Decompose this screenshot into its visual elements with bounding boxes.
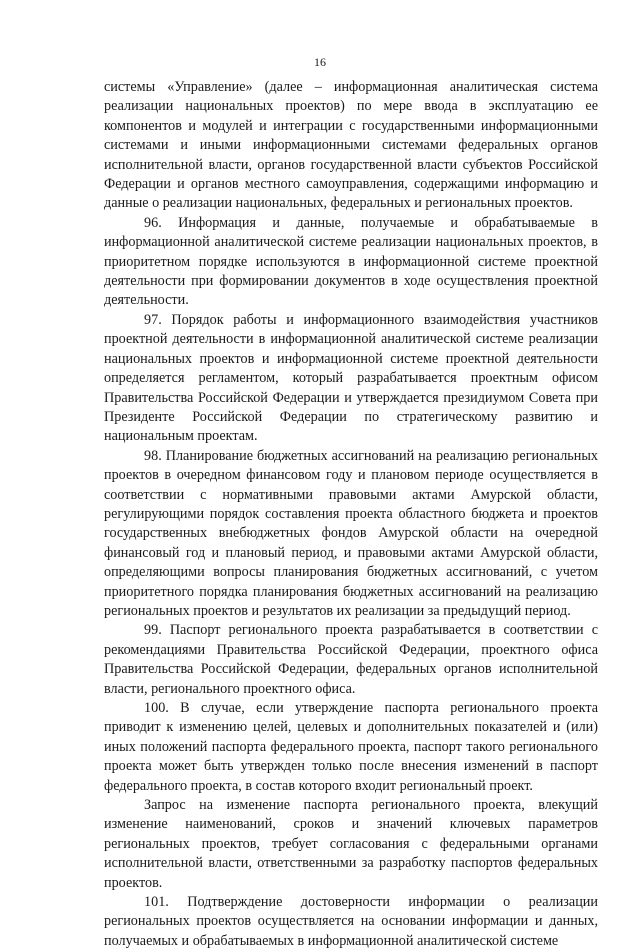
paragraph-98: 98. Планирование бюджетных ассигнований на реализацию региональных проектов в очередном финансовом году и плановом периоде осуществляется в соответствии с нормативными правовыми актами Амурской области, регулирующими порядок составления проекта областного бюджета и проектов государственных внебюджетных фондов Амурской области на очередной финансовый год и плановый период, и правовыми актами Амурской области, определяющими вопросы планирования бюджетных ассигнований, с учетом приоритетного порядка планирования бюджетных ассигнований на реализацию региональных проектов и результатов их реализации за предыдущий период. [104, 447, 598, 619]
paragraph-99: 99. Паспорт регионального проекта разрабатывается в соответствии с рекомендациями Правительства Российской Федерации, проектного офиса Правительства Российской Федерации, федеральных органов исполнительной власти, регионального проектного офиса. [104, 622, 598, 697]
paragraph-continuation: системы «Управление» (далее – информационная аналитическая система реализации национальных проектов) по мере ввода в эксплуатацию ее компонентов и модулей и интеграции с государственными информационными системами и иными информационными системами федеральных органов исполнительной власти, органов государственной власти субъектов Российской Федерации и органов местного самоуправления, содержащими информацию и данные о реализации национальных, федеральных и региональных проектов. [104, 79, 598, 212]
page-number: 16 [314, 55, 326, 69]
paragraph-96: 96. Информация и данные, получаемые и обрабатываемые в информационной аналитической системе реализации национальных проектов, в приоритетном порядке используются в информационной системе проектной деятельности при формировании документов в ходе осуществления проектной деятельности. [104, 214, 598, 309]
paragraph-101: 101. Подтверждение достоверности информации о реализации региональных проектов осуществляется на основании информации и данных, получаемых и обрабатываемых в информационной аналитической системе [104, 894, 598, 949]
paragraph-97: 97. Порядок работы и информационного взаимодействия участников проектной деятельности в информационной аналитической системе реализации национальных проектов и информационной системе проектной деятельности определяется регламентом, который разрабатывается проектным офисом Правительства Российской Федерации и утверждается президиумом Совета при Президенте Российской Федерации по стратегическому развитию и национальным проектам. [104, 311, 598, 445]
paragraph-100: 100. В случае, если утверждение паспорта регионального проекта приводит к изменению целей, целевых и дополнительных показателей и (или) иных положений паспорта федерального проекта, паспорт такого регионального проекта может быть утвержден только после внесения изменений в паспорт федерального проекта, в состав которого входит региональный проект. [104, 700, 598, 794]
paragraph-100-request: Запрос на изменение паспорта регионального проекта, влекущий изменение наименований, сроков и значений ключевых параметров региональных проектов, требует согласования с федеральными органами исполнительной власти, ответственными за разработку паспортов федеральных проектов. [104, 797, 598, 891]
document-body [104, 78, 598, 951]
